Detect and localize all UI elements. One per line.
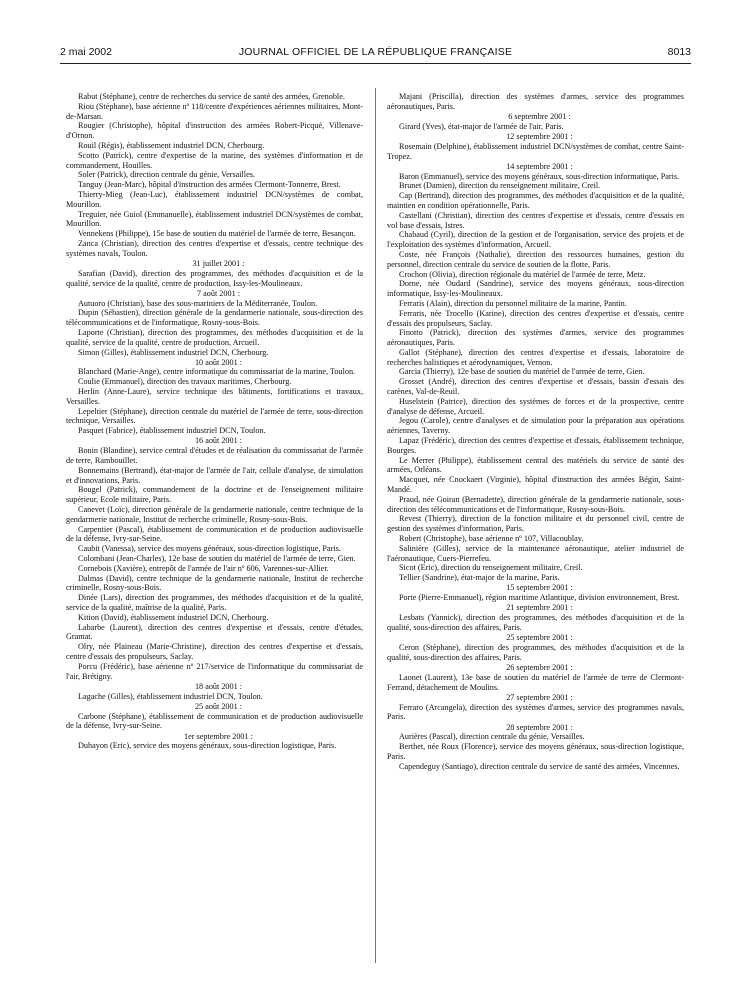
appointment-entry: Finotto (Patrick), direction des systèmes d'armes, service des programmes aéronautiques, Paris.: [387, 328, 684, 348]
appointment-entry: Laporte (Christian), direction des programmes, des méthodes d'acquisition et de la qualité, service de la qualité, centre de production, Arcueil.: [66, 327, 363, 347]
appointment-entry: Caubit (Vanessa), service des moyens généraux, sous-direction logistique, Paris.: [78, 544, 341, 554]
date-heading: 27 septembre 2001 :: [506, 692, 573, 702]
header-journal-title: JOURNAL OFFICIEL DE LA RÉPUBLIQUE FRANÇAISE: [238, 46, 513, 58]
appointment-entry: Aurières (Pascal), direction centrale du génie, Versailles.: [399, 732, 585, 742]
appointment-entry: Zanca (Christian), direction des centres d'expertise et d'essais, centre technique des systèmes navals, Toulon.: [66, 238, 363, 258]
appointment-entry: Dinée (Lars), direction des programmes, des méthodes d'acquisition et de la qualité, service de la qualité, maîtrise de la qualité, Paris.: [66, 593, 363, 612]
appointment-entry: Simon (Gilles), établissement industriel DCN, Cherbourg.: [78, 347, 269, 357]
appointment-entry: Rougier (Christophe), hôpital d'instruction des armées Robert-Picqué, Villenave-d'Ornon.: [66, 121, 363, 141]
date-heading: 1er septembre 2001 :: [184, 731, 253, 741]
appointment-entry: Ceron (Stéphane), direction des programmes, des méthodes d'acquisition et de la qualité, sous-direction des affaires, Paris.: [387, 642, 684, 662]
appointment-entry: Sarafian (David), direction des programmes, des méthodes d'acquisition et de la qualité, service de la qualité, centre de production, Issy-les-Moulineaux.: [66, 268, 363, 288]
appointment-entry: Lapaz (Frédéric), direction des centres d'expertise et d'essais, établissement technique, Bourges.: [387, 436, 684, 455]
appointment-entry: Carpentier (Pascal), établissement de communication et de production audiovisuelle de la défense, Ivry-sur-Seine.: [66, 524, 363, 544]
appointment-entry: Herlin (Anne-Laure), service technique des bâtiments, fortifications et travaux, Versailles.: [66, 387, 363, 406]
appointment-entry: Robert (Christophe), base aérienne nº 107, Villacoublay.: [399, 534, 584, 544]
appointment-entry: Tanguy (Jean-Marc), hôpital d'instruction des armées Clermont-Tonnerre, Brest.: [78, 180, 341, 190]
column-divider: [375, 88, 376, 963]
date-heading: 31 juillet 2001 :: [192, 258, 245, 268]
appointment-entry: Crochon (Olivia), direction régionale du matériel de l'armée de terre, Metz.: [399, 269, 646, 279]
appointment-entry: Treguier, née Guiol (Emmanuelle), établissement industriel DCN/systèmes de combat, Mourillon.: [66, 209, 363, 229]
appointment-entry: Scotto (Patrick), centre d'expertise de la marine, des systèmes d'information et de commandement, Houilles.: [66, 150, 363, 170]
appointment-entry: Laonet (Laurent), 13e base de soutien du matériel de l'armée de terre de Clermont-Ferrand, détachement de Moulins.: [387, 672, 684, 692]
appointment-entry: Riou (Stéphane), base aérienne nº 118/centre d'expériences aériennes militaires, Mont-de-Marsan.: [66, 101, 363, 121]
appointment-entry: Thierry-Mieg (Jean-Luc), établissement industriel DCN/systèmes de combat, Mourillon.: [66, 189, 363, 209]
appointment-entry: Kition (David), établissement industriel DCN, Cherbourg.: [78, 612, 269, 622]
date-heading: 25 août 2001 :: [194, 701, 243, 711]
appointment-entry: Capendeguy (Santiago), direction centrale du service de santé des armées, Vincennes.: [399, 761, 680, 771]
appointment-entry: Brunet (Damien), direction du renseignement militaire, Creil.: [399, 181, 601, 191]
date-heading: 6 septembre 2001 :: [508, 111, 571, 121]
appointment-entry: Ferraro (Arcangela), direction des systèmes d'armes, service des programmes navals, Paris.: [387, 702, 684, 722]
appointment-entry: Rabut (Stéphane), centre de recherches du service de santé des armées, Grenoble.: [78, 92, 345, 101]
appointment-entry: Ferraris (Alain), direction du personnel militaire de la marine, Pantin.: [399, 298, 627, 308]
date-heading: 26 septembre 2001 :: [506, 662, 573, 672]
page-header: [60, 46, 691, 60]
appointment-entry: Coulie (Emmanuel), direction des travaux maritimes, Cherbourg.: [78, 377, 292, 387]
appointment-entry: Carbone (Stéphane), établissement de communication et de production audiovisuelle de la défense, Ivry-sur-Seine.: [66, 711, 363, 731]
appointment-entry: Bonnemains (Bertrand), état-major de l'armée de l'air, cellule d'analyse, de simulation et d'innovations, Paris.: [66, 465, 363, 485]
appointment-entry: Porte (Pierre-Emmanuel), région maritime Atlantique, division environnement, Brest.: [399, 593, 680, 603]
appointment-entry: Vennekens (Philippe), 15e base de soutien du matériel de l'armée de terre, Besançon.: [78, 229, 356, 239]
appointment-entry: Macquet, née Cnockaert (Virginie), hôpital d'instruction des armées Bégin, Saint-Mandé.: [387, 475, 684, 495]
date-heading: 25 septembre 2001 :: [506, 633, 573, 643]
appointment-entry: Lepeltier (Stéphane), direction centrale du matériel de l'armée de terre, sous-direction technique, Versailles.: [66, 406, 363, 426]
header-page-number: 8013: [667, 46, 691, 58]
appointment-entry: Porcu (Frédéric), base aérienne nº 217/service de l'informatique du commissariat de l'air, Brétigny.: [66, 661, 363, 681]
appointment-entry: Duhayon (Eric), service des moyens généraux, sous-direction logistique, Paris.: [78, 741, 337, 751]
appointment-entry: Salinière (Gilles), service de la maintenance aéronautique, atelier industriel de l'aéronautique, Cuers-Pierrefeu.: [387, 543, 684, 563]
appointment-entry: Girard (Yves), état-major de l'armée de l'air, Paris.: [399, 121, 564, 131]
appointment-entry: Bonin (Blandine), service central d'études et de réalisation du commissariat de l'armée de terre, Rambouillet.: [66, 446, 363, 466]
appointment-entry: Ferraris, née Trocello (Karine), direction des centres d'expertise et d'essais, centre d'essais des propulseurs, Saclay.: [387, 308, 684, 328]
appointment-entry: Gallot (Stéphane), direction des centres d'expertise et d'essais, laboratoire de recherches balistiques et aérodynamiques, Vernon.: [387, 347, 684, 367]
appointment-entry: Praud, née Goiran (Bernadette), direction générale de la gendarmerie nationale, sous-direction des télécommunications et de l'informatique, Rosny-sous-Bois.: [387, 494, 684, 514]
left-column: [66, 92, 363, 751]
appointment-entry: Coste, née François (Nathalie), direction des ressources humaines, gestion du personnel, direction centrale du service de soutien de la flotte, Paris.: [387, 249, 684, 269]
appointment-entry: Olry, née Plaineau (Marie-Christine), direction des centres d'expertise et d'essais, centre d'essais des propulseurs, Saclay.: [66, 642, 363, 661]
appointment-entry: Cap (Bertrand), direction des programmes, des méthodes d'acquisition et de la qualité, maintien en condition opérationnelle, Paris.: [387, 191, 684, 210]
date-heading: 7 août 2001 :: [197, 288, 240, 298]
appointment-entry: Grosset (André), direction des centres d'expertise et d'essais, bassin d'essais des carènes, Val-de-Reuil.: [387, 377, 684, 397]
appointment-entry: Jegou (Carole), centre d'analyses et de simulation pour la préparation aux opérations aériennes, Taverny.: [387, 416, 684, 436]
appointment-entry: Baron (Emmanuel), service des moyens généraux, sous-direction informatique, Paris.: [399, 171, 680, 181]
appointment-entry: Berthet, née Roux (Florence), service des moyens généraux, sous-direction logistique, Paris.: [387, 742, 684, 761]
appointment-entry: Colombani (Jean-Charles), 12e base de soutien du matériel de l'armée de terre, Gien.: [78, 554, 356, 564]
appointment-entry: Le Merrer (Philippe), établissement central des matériels du service de santé des armées, Orléans.: [387, 455, 684, 475]
appointment-entry: Blanchard (Marie-Ange), centre informatique du commissariat de la marine, Toulon.: [78, 367, 356, 377]
appointment-entry: Bougel (Patrick), commandement de la doctrine et de l'enseignement militaire supérieur, Ecole militaire, Paris.: [66, 485, 363, 505]
header-date: 2 mai 2002: [60, 46, 112, 58]
date-heading: 15 septembre 2001 :: [506, 583, 573, 593]
appointment-entry: Rosemain (Delphine), établissement industriel DCN/systèmes de combat, centre Saint-Tropez.: [387, 141, 684, 161]
appointment-entry: Dupin (Sébastien), direction générale de la gendarmerie nationale, sous-direction des télécommunications et de l'informatique, Rosny-sous-Bois.: [66, 308, 363, 328]
appointment-entry: Tellier (Sandrine), état-major de la marine, Paris.: [399, 573, 560, 583]
appointment-entry: Castellani (Christian), direction des centres d'expertise et d'essais, centre d'essais en vol base d'essais, Istres.: [387, 210, 684, 230]
header-rule: [60, 63, 691, 64]
date-heading: 10 août 2001 :: [194, 357, 243, 367]
date-heading: 14 septembre 2001 :: [506, 161, 573, 171]
appointment-entry: Chabaud (Cyril), direction de la gestion et de l'organisation, service des projets et de l'exploitation des systèmes d'information, Arcueil.: [387, 230, 684, 250]
appointment-entry: Lesbats (Yannick), direction des programmes, des méthodes d'acquisition et de la qualité, sous-direction des affaires, Paris.: [387, 613, 684, 632]
right-column: [387, 92, 684, 772]
date-heading: 28 septembre 2001 :: [506, 722, 573, 732]
date-heading: 18 août 2001 :: [194, 681, 243, 691]
appointment-entry: Dorne, née Oudard (Sandrine), service des moyens généraux, sous-direction informatique, Issy-les-Moulineaux.: [387, 279, 684, 299]
appointment-entry: Majani (Priscilla), direction des systèmes d'armes, service des programmes aéronautiques, Paris.: [387, 92, 684, 111]
appointment-entry: Revest (Thierry), direction de la fonction militaire et du personnel civil, centre de gestion des systèmes d'information, Paris.: [387, 514, 684, 534]
date-heading: 21 septembre 2001 :: [506, 603, 573, 613]
appointment-entry: Pasquet (Fabrice), établissement industriel DCN, Toulon.: [78, 426, 266, 436]
appointment-entry: Garcia (Thierry), 12e base de soutien du matériel de l'armée de terre, Gien.: [399, 367, 645, 377]
appointment-entry: Cornebois (Xavière), entrepôt de l'armée de l'air nº 606, Varennes-sur-Allier.: [78, 563, 329, 573]
appointment-entry: Rouil (Régis), établissement industriel DCN, Cherbourg.: [78, 140, 265, 150]
appointment-entry: Sicot (Eric), direction du renseignement militaire, Creil.: [399, 563, 583, 573]
appointment-entry: Lagache (Gilles), établissement industriel DCN, Toulon.: [78, 691, 263, 701]
appointment-entry: Canevet (Loïc), direction générale de la gendarmerie nationale, centre technique de la gendarmerie nationale, Institut de recherche criminelle, Rosny-sous-Bois.: [66, 505, 363, 524]
appointment-entry: Dalmas (David), centre technique de la gendarmerie nationale, Institut de recherche criminelle, Rosny-sous-Bois.: [66, 573, 363, 593]
appointment-entry: Labarbe (Laurent), direction des centres d'expertise et d'essais, centre d'études, Gramat.: [66, 622, 363, 642]
appointment-entry: Soler (Patrick), direction centrale du génie, Versailles.: [78, 170, 255, 180]
date-heading: 16 août 2001 :: [194, 436, 243, 446]
date-heading: 12 septembre 2001 :: [506, 131, 573, 141]
appointment-entry: Huselstein (Patrice), direction des systèmes de forces et de la prospective, centre d'analyse de défense, Arcueil.: [387, 396, 684, 416]
appointment-entry: Autuoro (Christian), base des sous-mariniers de la Méditerranée, Toulon.: [78, 298, 318, 308]
